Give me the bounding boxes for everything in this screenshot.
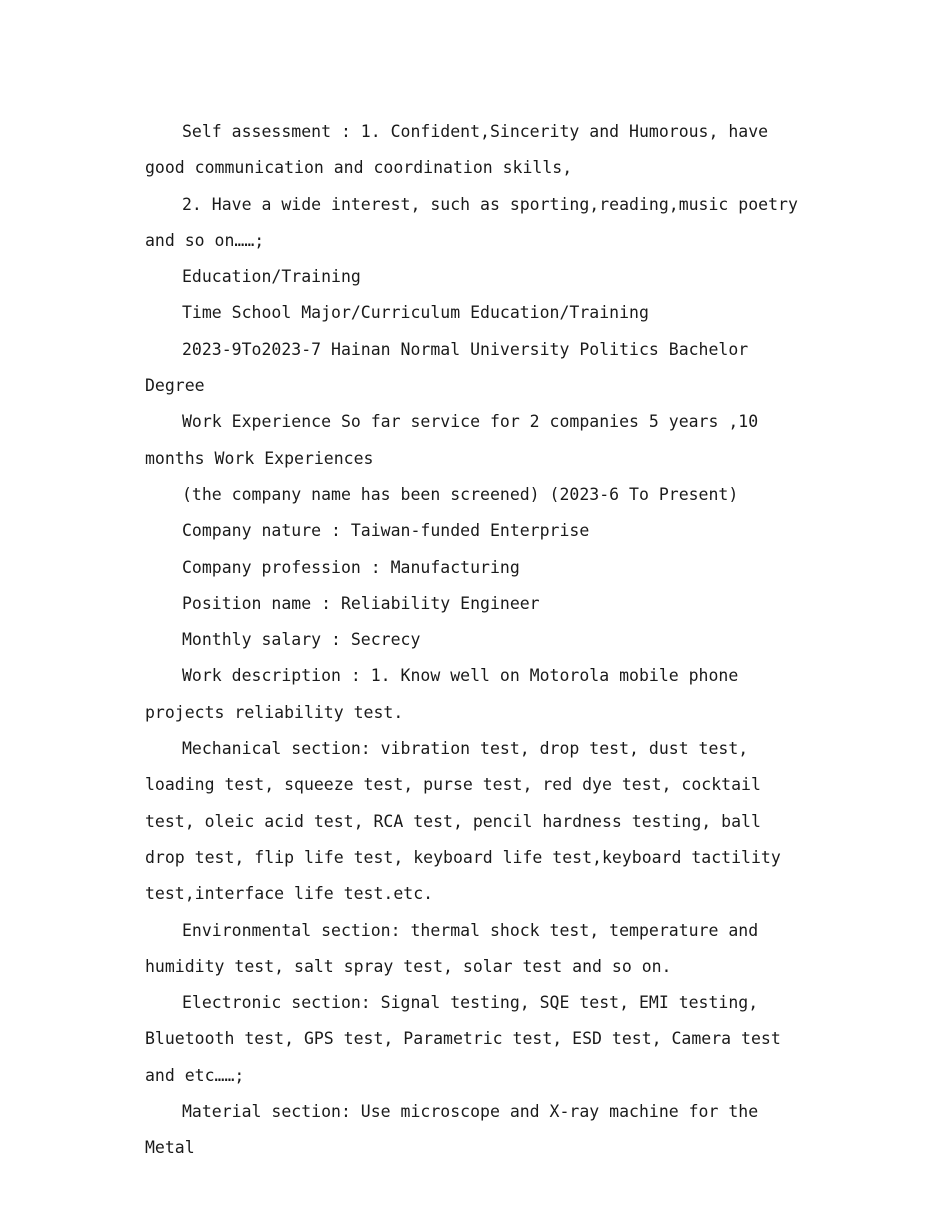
- education-columns-line: Time School Major/Curriculum Education/Training: [182, 303, 649, 323]
- work-description-paragraph: Work description : 1. Know well on Motorola mobile phone projects reliability test.: [145, 666, 749, 722]
- environmental-section-paragraph: Environmental section: thermal shock test, temperature and humidity test, salt spray test, solar test and so on.: [145, 920, 769, 976]
- company-profession-line: Company profession : Manufacturing: [182, 557, 520, 577]
- education-entry-line: 2023-9To2023-7 Hainan Normal University Politics Bachelor Degree: [145, 339, 759, 396]
- material-section-paragraph: Material section: Use microscope and X-ray machine for the Metal: [145, 1102, 769, 1158]
- position-name-line: Position name : Reliability Engineer: [182, 593, 540, 613]
- monthly-salary-line: Monthly salary : Secrecy: [182, 630, 421, 650]
- self-assessment-paragraph: Self assessment : 1. Confident,Sincerity and Humorous, have good communication and coordination skills,: [145, 122, 779, 178]
- education-heading: Education/Training: [182, 267, 361, 287]
- mechanical-section-paragraph: Mechanical section: vibration test, drop test, dust test, loading test, squeeze test, purse test, red dye test, cocktail test, oleic acid test, RCA test, pencil hardness testing, ball drop test, flip life test, keyboard life test,keyboard tactility test,interface life test.etc.: [145, 739, 791, 904]
- document-body: [145, 114, 810, 1167]
- interests-paragraph: 2. Have a wide interest, such as sporting,reading,music poetry and so on……;: [145, 194, 808, 250]
- company-name-line: (the company name has been screened) (2023-6 To Present): [182, 484, 739, 504]
- work-experience-summary: Work Experience So far service for 2 companies 5 years ,10 months Work Experiences: [145, 412, 769, 468]
- company-nature-line: Company nature : Taiwan-funded Enterprise: [182, 521, 590, 541]
- electronic-section-paragraph: Electronic section: Signal testing, SQE test, EMI testing, Bluetooth test, GPS test, Parametric test, ESD test, Camera test and etc……;: [145, 993, 791, 1085]
